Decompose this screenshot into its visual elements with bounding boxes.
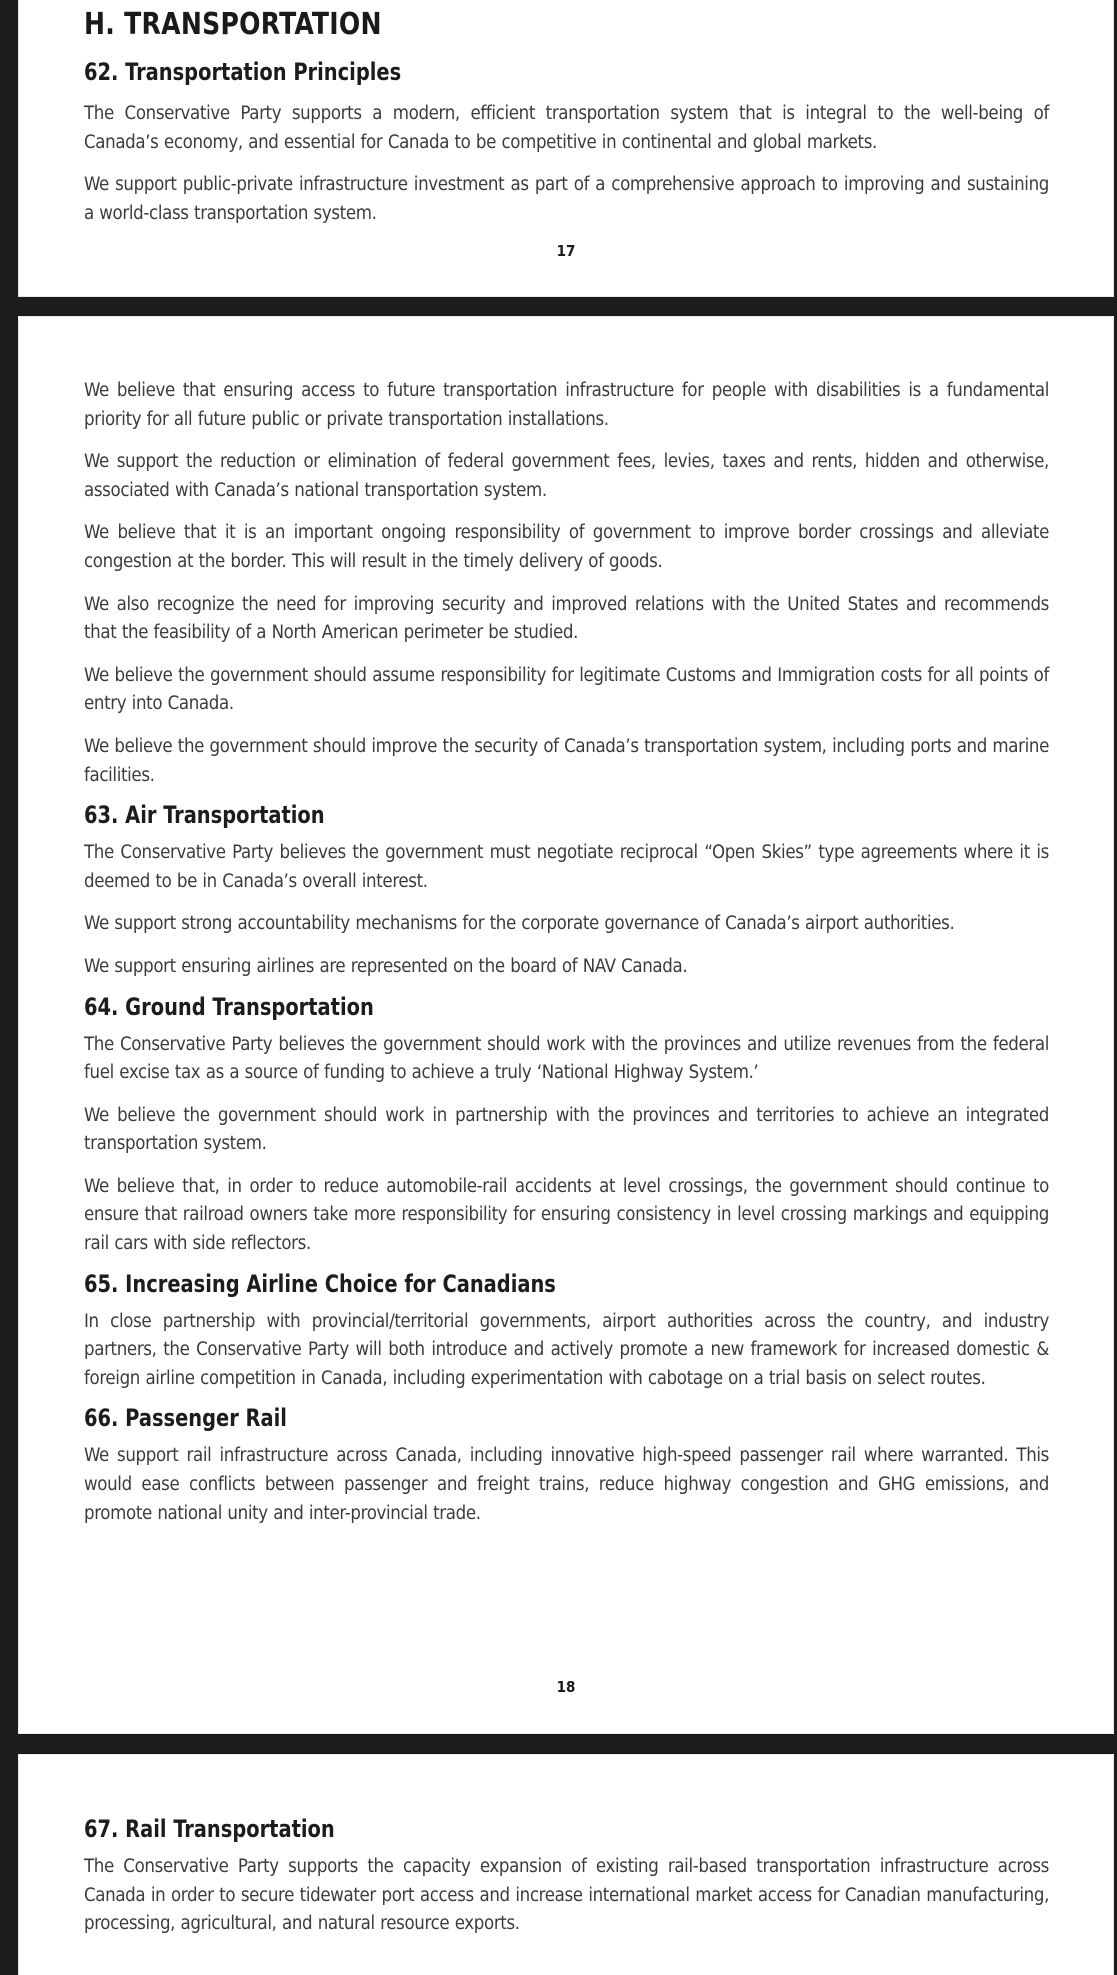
paragraph: We also recognize the need for improving security and improved relations with the United States and recommends that the feasibility of a North American perimeter be studied. (84, 593, 1049, 644)
paragraph: We support rail infrastructure across Canada, including innovative high-speed passenger rail where warranted. This would ease conflicts between passenger and freight trains, reduce highway congestion and GHG emissions, and promote national unity and inter-provincial trade. (84, 1445, 1049, 1524)
paragraph: The Conservative Party supports a modern, efficient transportation system that is integral to the well-being of Canada’s economy, and essential for Canada to be competitive in continental and global markets. (84, 103, 1049, 153)
paragraph: We believe that it is an important ongoing responsibility of government to improve border crossings and alleviate congestion at the border. This will result in the timely delivery of goods. (84, 522, 1049, 572)
page-content (84, 7, 1049, 228)
paragraph: In close partnership with provincial/territorial governments, airport authorities across the country, and industry partners, the Conservative Party will both introduce and actively promote a new framework for increased domestic & foreign airline competition in Canada, including experimentation with cabotage on a trial basis on select routes. (84, 1310, 1049, 1389)
paragraph: We support ensuring airlines are represented on the board of NAV Canada. (84, 955, 688, 977)
page-content (84, 377, 1049, 1528)
paragraph: We support strong accountability mechanisms for the corporate governance of Canada’s airport authorities. (84, 913, 955, 935)
page-content (84, 1814, 1049, 1939)
paragraph: We believe that, in order to reduce automobile-rail accidents at level crossings, the government should continue to ensure that railroad owners take more responsibility for ensuring consistency in level crossing markings and equipping rail cars with side reflectors. (84, 1175, 1049, 1255)
document-page-17 (19, 0, 1113, 296)
document-page-19 (19, 1755, 1113, 1975)
section-heading-64: 64. Ground Transportation (84, 992, 374, 1021)
section-heading-62: 62. Transportation Principles (84, 58, 402, 86)
chapter-title: H. TRANSPORTATION (84, 7, 382, 42)
document-page-18 (19, 317, 1113, 1733)
section-heading-63: 63. Air Transportation (84, 801, 325, 830)
paragraph: We believe the government should improve the security of Canada’s transportation system, including ports and marine facilities. (84, 735, 1049, 786)
section-heading-67: 67. Rail Transportation (84, 1815, 335, 1843)
paragraph: We support public-private infrastructure investment as part of a comprehensive approach to improving and sustaining a world-class transportation system. (84, 174, 1049, 224)
paragraph: The Conservative Party supports the capacity expansion of existing rail-based transportation infrastructure across Canada in order to secure tidewater port access and increase international market access for Canadian manufacturing, processing, agricultural, and natural resource exports. (84, 1856, 1049, 1935)
page-number: 18 (556, 1678, 576, 1696)
paragraph: The Conservative Party believes the government should work with the provinces and utilize revenues from the federal fuel excise tax as a source of funding to achieve a truly ‘National Highway System.’ (84, 1033, 1049, 1084)
paragraph: We believe that ensuring access to future transportation infrastructure for people with disabilities is a fundamental priority for all future public or private transportation installations. (84, 380, 1049, 430)
section-heading-66: 66. Passenger Rail (84, 1404, 287, 1433)
paragraph: We support the reduction or elimination of federal government fees, levies, taxes and rents, hidden and otherwise, associated with Canada’s national transportation system. (84, 451, 1049, 501)
section-heading-65: 65. Increasing Airline Choice for Canadians (84, 1269, 556, 1298)
paragraph: The Conservative Party believes the government must negotiate reciprocal “Open Skies” type agreements where it is deemed to be in Canada’s overall interest. (84, 842, 1049, 892)
paragraph: We believe the government should work in partnership with the provinces and territories to achieve an integrated transportation system. (84, 1104, 1049, 1155)
page-number: 17 (556, 242, 576, 260)
paragraph: We believe the government should assume responsibility for legitimate Customs and Immigration costs for all points of entry into Canada. (84, 664, 1049, 715)
